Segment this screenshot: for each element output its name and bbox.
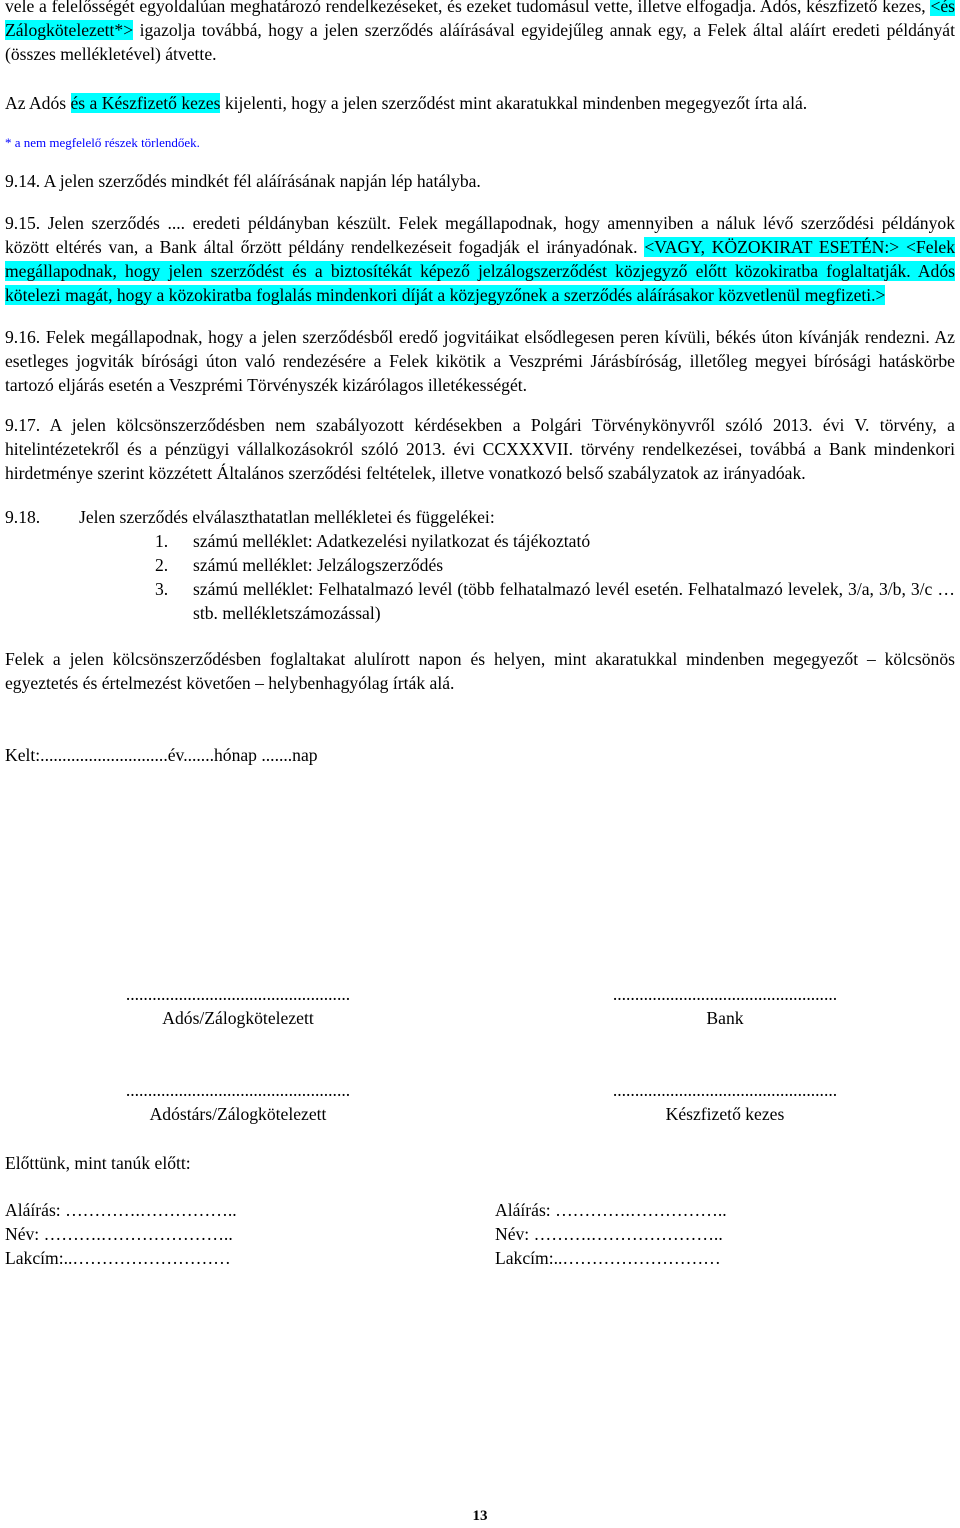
intro-text-a: készfizető kezes,: [806, 0, 931, 16]
attachment-text: számú melléklet: Jelzálogszerződés: [193, 555, 444, 575]
section-9-16: 9.16. Felek megállapodnak, hogy a jelen szerződésből eredő jogvitáikat elsődlegesen peren kívüli, békés úton kívánják rendezni. Az esetleges jogviták bírósági úton való rendezésére a Felek kikötik a Veszprémi Járásbíróság, illetőleg megyei bírósági hatáskörbe tartozó eljárás esetén a Veszprémi Törvényszék kizárólagos illetékességét.: [5, 327, 955, 395]
witness-2-address: Lakcím:..………………………: [495, 1248, 721, 1268]
signature-line-co-borrower: ...................................................: [125, 1080, 351, 1100]
signature-line-guarantor: ...................................................: [612, 1080, 838, 1100]
signature-line-borrower: ...................................................: [125, 984, 351, 1004]
section-9-15-text: 9.15. Jelen szerződés .... eredeti példányban készült. Felek megállapodnak, hogy amennyiben a náluk lévő szerződési példányok között eltérés van, a Bank által őrzött példány rendelkezéseit fogadják el irányadónak.: [5, 213, 955, 257]
witness-1-name: Név: ……….…………………..: [5, 1224, 233, 1244]
attachment-text: számú melléklet: Adatkezelési nyilatkozat és tájékoztató: [193, 531, 591, 551]
co-borrower-label: Adóstárs/Zálogkötelezett: [149, 1104, 327, 1124]
signing-text-b: kijelenti, hogy a jelen szerződést mint akaratukkal mindenben megegyezőt írta alá.: [220, 93, 808, 113]
attachment-number: 1.: [155, 531, 169, 551]
signing-text-a: Az Adós: [5, 93, 71, 113]
section-9-17: 9.17. A jelen kölcsönszerződésben nem szabályozott kérdésekben a Polgári Törvénykönyvről szóló 2013. évi V. törvény, a hitelintézetekről és a pénzügyi vállalkozásokról szóló 2013. évi CCXXXVII. törvény rendelkezései, továbbá a Bank mindenkori hirdetménye szerint közzétett Általános szerződési feltételek, illetve vonatkozó belső szabályzatok az irányadóak.: [5, 415, 955, 483]
witness-1-address: Lakcím:..………………………: [5, 1248, 231, 1268]
section-9-15: [5, 211, 955, 307]
attachment-text: számú melléklet: Felhatalmazó levél (több felhatalmazó levél esetén. Felhatalmazó levelek, 3/a, 3/b, 3/c …stb. mellékletszámozással): [193, 579, 955, 623]
witness-intro: Előttünk, mint tanúk előtt:: [5, 1153, 191, 1173]
witness-2-signature: Aláírás: ………….……………..: [495, 1200, 727, 1220]
list-item: [155, 553, 955, 577]
section-9-18-title: Jelen szerződés elválaszthatatlan mellékletei és függelékei:: [79, 507, 495, 527]
intro-line-1: vele a felelősségét egyoldalúan meghatározó rendelkezéseket, és ezeket tudomásul vette, illetve elfogadja. Adós,: [5, 0, 802, 16]
highlight-guarantor: és a Készfizető kezes: [70, 93, 221, 113]
intro-text-b: igazolja továbbá, hogy a jelen szerződés aláírásával egyidejűleg annak egy, a Felek által aláírt eredeti példányát (összes mellékletével) átvette.: [5, 20, 955, 64]
list-item: [155, 577, 955, 625]
document-page: [5, 0, 955, 767]
section-9-18-number: 9.18.: [5, 507, 41, 527]
paragraph-intro: [5, 0, 955, 66]
highlight-zalogkotelezett: <és Zálogkötelezett*>: [5, 0, 955, 40]
section-9-18-heading: [5, 505, 955, 529]
highlight-notarial-option: <VAGY, KÖZOKIRAT ESETÉN:> <Felek megállapodnak, hogy jelen szerződést és a biztosítékát képező jelzálogszerződést közjegyző előtt közokiratba foglaltatják. Adós kötelezi magát, hogy a közokiratba foglalás mindenkori díját a közjegyzőnek a szerződés aláírásakor közvetlenül megfizeti.>: [5, 237, 956, 305]
borrower-label: Adós/Zálogkötelezett: [162, 1008, 314, 1028]
list-item: [155, 529, 955, 553]
closing-statement: Felek a jelen kölcsönszerződésben foglaltakat alulírott napon és helyen, mint akaratukkal mindenben megegyezőt – kölcsönös egyeztetés és értelmezést követően – helybenhagyólag írták alá.: [5, 649, 955, 693]
deletion-note: [5, 129, 955, 155]
paragraph-signing-statement: [5, 91, 955, 115]
attachment-list: [155, 529, 955, 625]
bank-label: Bank: [706, 1008, 744, 1028]
date-line: Kelt:.............................év.......hónap .......nap: [5, 745, 318, 765]
page-number: 13: [472, 1508, 488, 1524]
guarantor-label: Készfizető kezes: [665, 1104, 785, 1124]
signature-line-bank: ...................................................: [612, 984, 838, 1004]
witness-1-signature: Aláírás: ………….……………..: [5, 1200, 237, 1220]
section-9-14: 9.14. A jelen szerződés mindkét fél aláírásának napján lép hatályba.: [5, 171, 481, 191]
deletion-note-text: * a nem megfelelő részek törlendőek.: [5, 135, 200, 150]
attachment-number: 3.: [155, 579, 169, 599]
attachment-number: 2.: [155, 555, 169, 575]
witness-2-name: Név: ……….…………………..: [495, 1224, 723, 1244]
